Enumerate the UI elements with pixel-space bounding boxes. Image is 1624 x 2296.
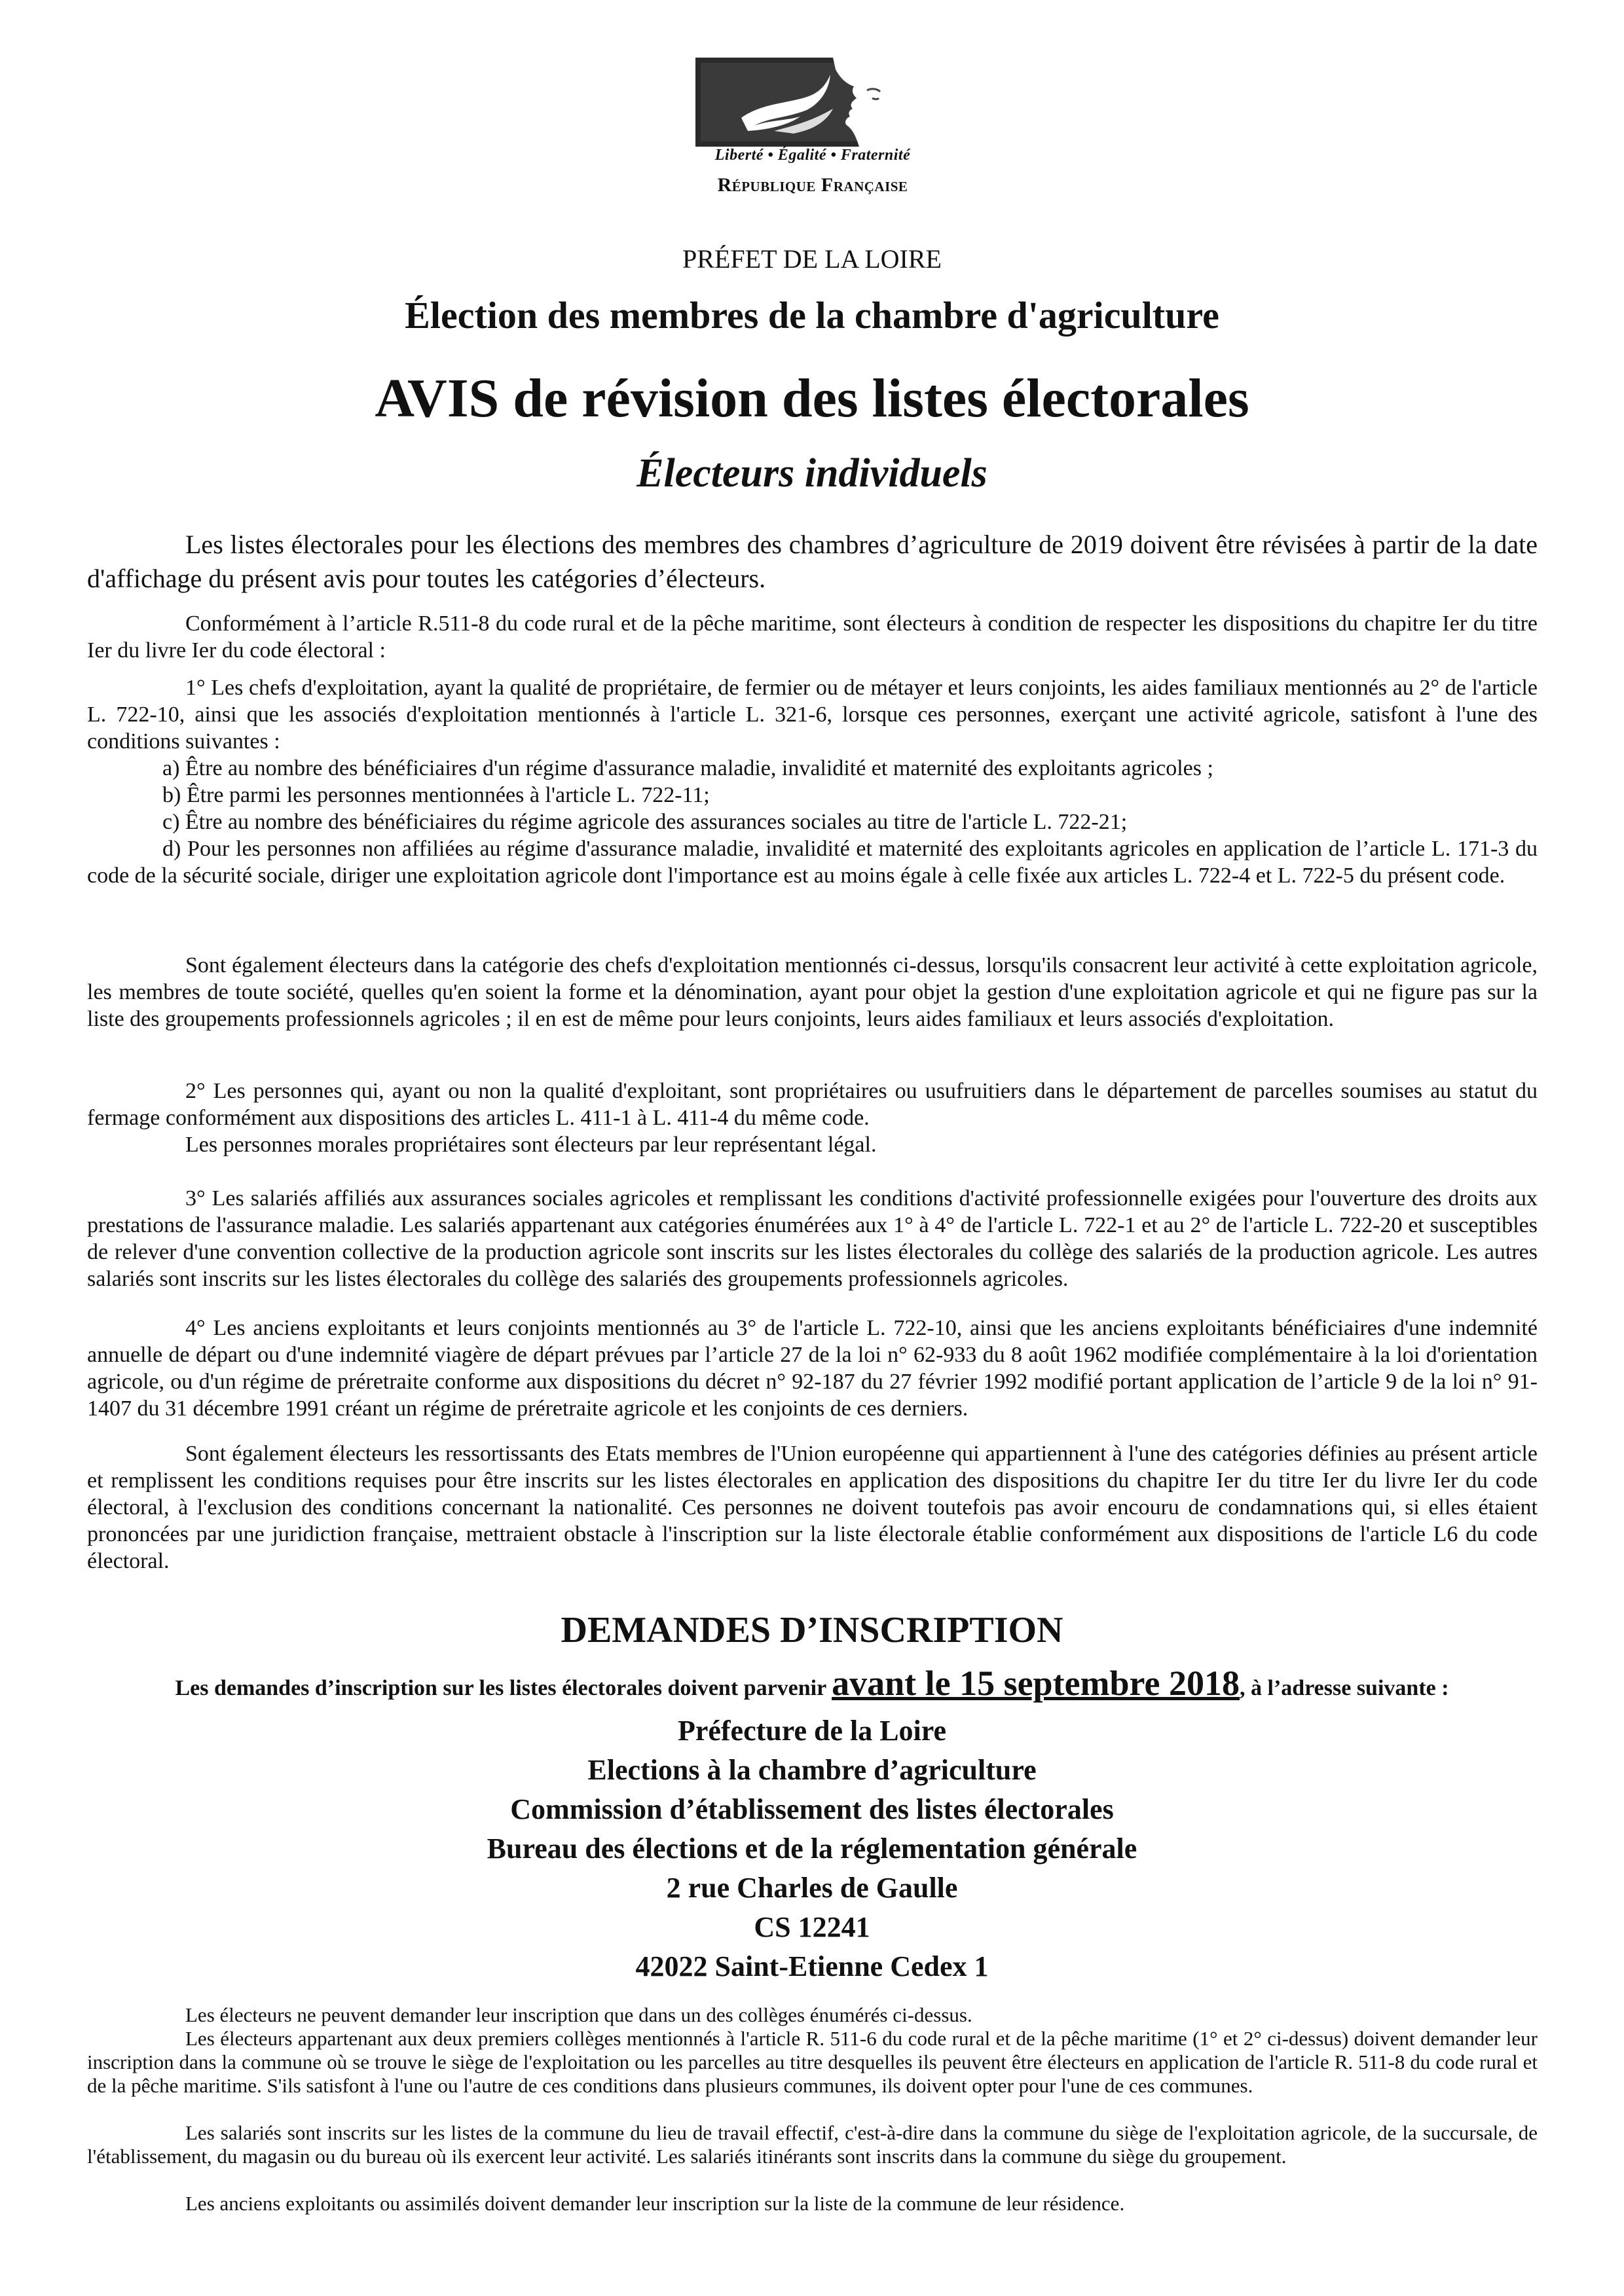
address-line-bureau: Bureau des élections et de la réglementation générale — [487, 1832, 1137, 1865]
point-1-c: c) Être au nombre des bénéficiaires du régime agricole des assurances sociales au titre de l'article L. 722-21; — [162, 810, 1128, 834]
subtitle-electeurs-individuels: Électeurs individuels — [637, 451, 987, 496]
republique-francaise: République Française — [717, 174, 908, 196]
demandes-line-before: Les demandes d’inscription sur les listes électorales doivent parvenir — [175, 1676, 832, 1700]
address-line-elections: Elections à la chambre d’agriculture — [587, 1754, 1037, 1786]
address-line-city: 42022 Saint-Etienne Cedex 1 — [635, 1950, 989, 1982]
election-title: Élection des membres de la chambre d'agriculture — [405, 294, 1219, 337]
footer-note-2: Les électeurs appartenant aux deux premiers collèges mentionnés à l'article R. 511-6 du code rural et de la pêche maritime (1° et 2° ci-dessus) doivent demander leur inscription dans la commune où se trouve le siège de l'exploitation ou les parcelles au titre desquelles ils peuvent être électeurs en application de l'article R. 511-8 du code rural et de la pêche maritime. S'ils satisfont à l'une ou l'autre de ces conditions dans plusieurs communes, ils doivent opter pour l'une de ces communes. — [87, 2027, 1538, 2097]
republic-motto: Liberté • Égalité • Fraternité — [714, 147, 911, 164]
point-2-section — [87, 1078, 1538, 1158]
demandes-title: DEMANDES D’INSCRIPTION — [561, 1610, 1063, 1650]
avis-title: AVIS de révision des listes électorales — [375, 368, 1249, 429]
marianne-logo — [695, 58, 930, 203]
address-line-cs: CS 12241 — [754, 1911, 870, 1943]
eu-nationals-paragraph: Sont également électeurs les ressortissants des Etats membres de l'Union européenne qui appartiennent à l'une des catégories définies au présent article et remplissent les conditions requises pour être inscrits sur les listes électorales en application des dispositions du chapitre Ier du titre Ier du livre Ier du code électoral, à l'exclusion des conditions concernant la nationalité. Ces personnes ne doivent toutefois pas avoir encouru de condamnations qui, si elles étaient prononcées par une juridiction française, mettraient obstacle à l'inscription sur la liste électorale établie conformément aux dispositions de l'article L6 du code électoral. — [87, 1442, 1538, 1573]
point-1-paragraph: 1° Les chefs d'exploitation, ayant la qualité de propriétaire, de fermier ou de métayer et leurs conjoints, les aides familiaux mentionnés au 2° de l'article L. 722-10, ainsi que les associés d'exploitation mentionnés à l'article L. 321-6, lorsque ces personnes, exerçant une activité agricole, satisfont à l'une des conditions suivantes : — [87, 676, 1538, 754]
also-electors-paragraph: Sont également électeurs dans la catégorie des chefs d'exploitation mentionnés ci-dessus, lorsqu'ils consacrent leur activité à cette exploitation agricole, les membres de toute société, quelles qu'en soient la forme et la dénomination, ayant pour objet la gestion d'une exploitation agricole et qui ne figure pas sur la liste des groupements professionnels agricoles ; il en est de même pour leurs conjoints, leurs aides familiaux et leurs associés d'exploitation. — [87, 953, 1538, 1031]
address-line-prefecture: Préfecture de la Loire — [677, 1715, 947, 1747]
demandes-line-after: , à l’adresse suivante : — [1240, 1676, 1449, 1700]
footer-note-4: Les anciens exploitants ou assimilés doivent demander leur inscription sur la liste de la commune de leur résidence. — [185, 2192, 1125, 2215]
point-1-b: b) Être parmi les personnes mentionnées à l'article L. 722-11; — [162, 783, 710, 807]
footer-note-1: Les électeurs ne peuvent demander leur inscription que dans un des collèges énumérés ci-dessus. — [185, 2003, 972, 2026]
point-3-paragraph: 3° Les salariés affiliés aux assurances sociales agricoles et remplissant les conditions d'activité professionnelle exigées pour l'ouverture des droits aux prestations de l'assurance maladie. Les salariés appartenant aux catégories énumérées aux 1° à 4° de l'article L. 722-1 et au 2° de l'article L. 722-20 et susceptibles de relever d'une convention collective de la production agricole sont inscrits sur les listes électorales du collège des salariés de la production agricole. Les autres salariés sont inscrits sur les listes électorales du collège des salariés des groupements professionnels agricoles. — [87, 1186, 1538, 1291]
demandes-line — [0, 1663, 1624, 1704]
deadline: avant le 15 septembre 2018 — [832, 1664, 1240, 1703]
address-line-commission: Commission d’établissement des listes électorales — [510, 1793, 1114, 1825]
point-1-a: a) Être au nombre des bénéficiaires d'un régime d'assurance maladie, invalidité et maternité des exploitants agricoles ; — [162, 756, 1213, 780]
footer-note-3: Les salariés sont inscrits sur les listes de la commune du lieu de travail effectif, c'est-à-dire dans la commune du siège de l'exploitation agricole, de la succursale, de l'établissement, du magasin ou du bureau où ils exercent leur activité. Les salariés itinérants sont inscrits dans la commune du siège du groupement. — [87, 2121, 1538, 2168]
conformement-paragraph: Conformément à l’article R.511-8 du code rural et de la pêche maritime, sont électeurs à condition de respecter les dispositions du chapitre Ier du titre Ier du livre Ier du code électoral : — [87, 611, 1538, 663]
address-line-street: 2 rue Charles de Gaulle — [666, 1872, 958, 1904]
point-1-section — [87, 674, 1538, 889]
intro-paragraph: Les listes électorales pour les élections des membres des chambres d’agriculture de 2019 doivent être révisées à partir de la date d'affichage du présent avis pour toutes les catégories d’électeurs. — [87, 530, 1538, 593]
point-1-d: d) Pour les personnes non affiliées au régime d'assurance maladie, invalidité et maternité des exploitants agricoles en application de l’article L. 171-3 du code de la sécurité sociale, diriger une exploitation agricole dont l'importance est au moins égale à celle fixée aux articles L. 722-4 et L. 722-5 du présent code. — [87, 837, 1538, 888]
point-2-legal-persons: Les personnes morales propriétaires sont électeurs par leur représentant légal. — [185, 1133, 877, 1157]
point-4-paragraph: 4° Les anciens exploitants et leurs conjoints mentionnés au 3° de l'article L. 722-10, ainsi que les anciens exploitants bénéficiaires d'une indemnité annuelle de départ ou d'une indemnité viagère de départ prévues par l’article 27 de la loi n° 62-933 du 8 août 1962 modifiée complémentaire à la loi d'orientation agricole, ou d'un régime de préretraite conforme aux dispositions du décret n° 92-187 du 27 février 1992 modifié portant application de l’article 9 de la loi n° 91-1407 du 31 décembre 1991 créant un régime de préretraite agricole et les conjoints de ces derniers. — [87, 1316, 1538, 1421]
prefet-heading: PRÉFET DE LA LOIRE — [682, 244, 942, 274]
point-2-paragraph: 2° Les personnes qui, ayant ou non la qualité d'exploitant, sont propriétaires ou usufruitiers dans le département de parcelles soumises au statut du fermage conformément aux dispositions des articles L. 411-1 à L. 411-4 du même code. — [87, 1079, 1538, 1130]
marianne-icon — [695, 58, 930, 147]
